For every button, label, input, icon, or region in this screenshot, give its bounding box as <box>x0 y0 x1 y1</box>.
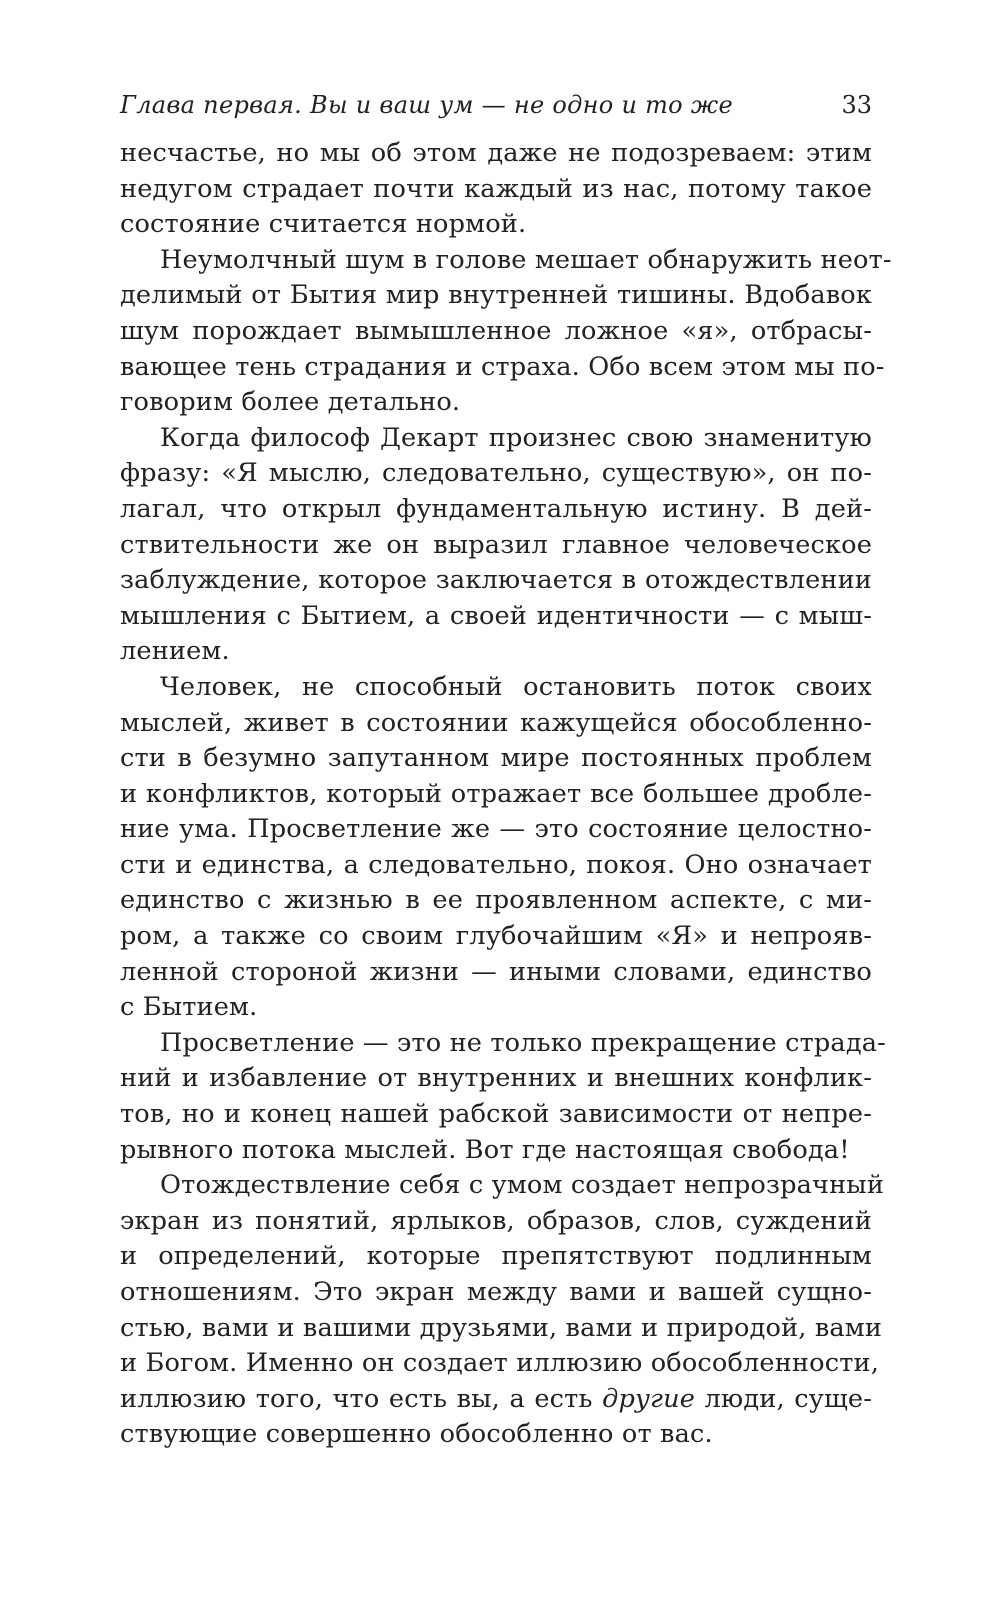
text-line: шум порождает вымышленное ложное «я», отбрасы- <box>120 315 872 346</box>
text-line: ствующие совершенно обособленно от вас. <box>120 1419 713 1450</box>
text-line: ние ума. Просветление же — это состояние целостно- <box>120 814 872 845</box>
text-line: ленной стороной жизни — иными словами, единство <box>120 956 872 987</box>
body-text <box>120 136 892 1453</box>
paragraph-first-line: Человек, не способный остановить поток своих <box>160 671 872 702</box>
text-line: и конфликтов, который отражает все большее дробле- <box>120 778 872 809</box>
text-line: стью, вами и вашими друзьями, вами и природой, вами <box>120 1312 883 1343</box>
text-segment: иллюзию того, что есть вы, а есть <box>120 1383 593 1414</box>
text-line: отношениям. Это экран между вами и вашей сущно- <box>120 1277 872 1307</box>
text-line: фразу: «Я мыслю, следовательно, существую», он по- <box>120 458 872 489</box>
text-line: с Бытием. <box>120 992 258 1023</box>
text-line: и Богом. Именно он создает иллюзию обособленности, <box>120 1348 879 1379</box>
chapter-title: Глава первая. Вы и ваш ум — не одно и то же <box>120 91 733 119</box>
text-line: недугом страдает почти каждый из нас, потому такое <box>120 173 872 204</box>
running-head <box>120 80 872 130</box>
text-line: единство с жизнью в ее проявленном аспекте, с ми- <box>120 885 872 916</box>
text-line: ром, а также со своим глубочайшим «Я» и непрояв- <box>120 921 872 952</box>
text-line: рывного потока мыслей. Вот где настоящая свобода! <box>120 1134 850 1165</box>
text-line: делимый от Бытия мир внутренней тишины. Вдобавок <box>120 280 872 311</box>
paragraph-first-line: Неумолчный шум в голове мешает обнаружить неот- <box>160 244 892 275</box>
text-line: лагал, что открыл фундаментальную истину. В дей- <box>120 493 872 524</box>
text-line: лением. <box>120 636 230 667</box>
text-line: вающее тень страдания и страха. Обо всем этом мы по- <box>120 351 885 382</box>
text-line: сти в безумно запутанном мире постоянных проблем <box>120 743 872 774</box>
text-line: несчастье, но мы об этом даже не подозреваем: этим <box>120 138 872 168</box>
text-line: и определений, которые препятствуют подлинным <box>120 1241 872 1272</box>
emphasized-word: другие <box>602 1383 695 1414</box>
text-line: говорим более детально. <box>120 387 461 418</box>
paragraph-first-line: Просветление — это не только прекращение страда- <box>160 1027 886 1058</box>
text-line: сти и единства, а следовательно, покоя. Оно означает <box>120 849 872 880</box>
text-segment: люди, суще- <box>704 1383 872 1414</box>
paragraph-first-line: Когда философ Декарт произнес свою знаменитую <box>160 422 872 453</box>
text-line: мышления с Бытием, а своей идентичности — с мыш- <box>120 600 872 631</box>
book-page <box>120 80 892 1520</box>
text-line: состояние считается нормой. <box>120 209 527 240</box>
page-number: 33 <box>841 91 872 119</box>
text-line: ствительности же он выразил главное человеческое <box>120 529 872 560</box>
paragraph-first-line: Отождествление себя с умом создает непрозрачный <box>160 1170 885 1201</box>
text-line-with-emphasis <box>120 1382 872 1418</box>
text-line: тов, но и конец нашей рабской зависимости от непре- <box>120 1099 872 1130</box>
text-line: мыслей, живет в состоянии кажущейся обособленно- <box>120 707 872 738</box>
text-line: ний и избавление от внутренних и внешних конфлик- <box>120 1063 872 1094</box>
text-line: заблуждение, которое заключается в отождествлении <box>120 565 872 596</box>
text-line: экран из понятий, ярлыков, образов, слов, суждений <box>120 1205 872 1236</box>
